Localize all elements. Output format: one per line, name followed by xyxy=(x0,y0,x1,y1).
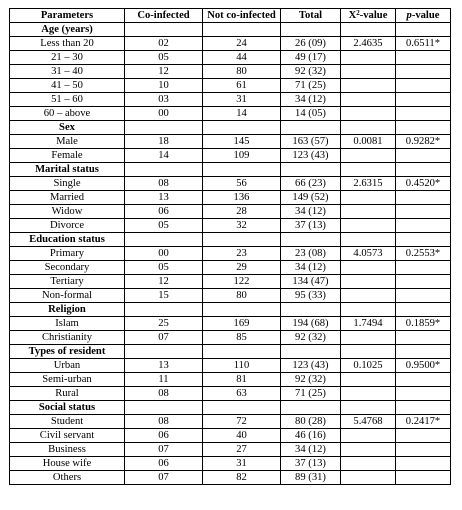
empty-cell xyxy=(125,23,203,37)
row-label: Tertiary xyxy=(10,275,125,289)
table-row xyxy=(10,429,451,443)
not-co-infected-cell: 28 xyxy=(203,205,281,219)
p-value-cell xyxy=(396,457,451,471)
table-row xyxy=(10,331,451,345)
row-label: Business xyxy=(10,443,125,457)
total-cell: 95 (33) xyxy=(281,289,341,303)
row-label: 60 – above xyxy=(10,107,125,121)
section-header-row xyxy=(10,345,451,359)
chi-square-cell xyxy=(341,51,396,65)
row-label: Male xyxy=(10,135,125,149)
chi-square-cell xyxy=(341,457,396,471)
row-label: 31 – 40 xyxy=(10,65,125,79)
empty-cell xyxy=(203,303,281,317)
row-label: Female xyxy=(10,149,125,163)
empty-cell xyxy=(341,163,396,177)
co-infected-cell: 25 xyxy=(125,317,203,331)
total-cell: 46 (16) xyxy=(281,429,341,443)
total-cell: 71 (25) xyxy=(281,387,341,401)
empty-cell xyxy=(125,345,203,359)
not-co-infected-cell: 110 xyxy=(203,359,281,373)
empty-cell xyxy=(341,345,396,359)
row-label: 51 – 60 xyxy=(10,93,125,107)
empty-cell xyxy=(281,303,341,317)
p-value-cell xyxy=(396,65,451,79)
row-label: Secondary xyxy=(10,261,125,275)
empty-cell xyxy=(125,401,203,415)
row-label: Islam xyxy=(10,317,125,331)
empty-cell xyxy=(396,401,451,415)
p-value-cell xyxy=(396,219,451,233)
row-label: Civil servant xyxy=(10,429,125,443)
co-infected-cell: 13 xyxy=(125,359,203,373)
table-row xyxy=(10,177,451,191)
row-label: Married xyxy=(10,191,125,205)
co-infected-cell: 15 xyxy=(125,289,203,303)
not-co-infected-cell: 80 xyxy=(203,289,281,303)
not-co-infected-cell: 32 xyxy=(203,219,281,233)
co-infected-cell: 06 xyxy=(125,205,203,219)
empty-cell xyxy=(281,345,341,359)
section-title: Sex xyxy=(10,121,125,135)
p-value-cell: 0.4520* xyxy=(396,177,451,191)
p-value-cell xyxy=(396,331,451,345)
p-value-cell: 0.2417* xyxy=(396,415,451,429)
p-value-cell: 0.9282* xyxy=(396,135,451,149)
header-parameters: Parameters xyxy=(10,9,125,23)
row-label: Urban xyxy=(10,359,125,373)
empty-cell xyxy=(281,121,341,135)
chi-square-cell xyxy=(341,79,396,93)
section-title: Marital status xyxy=(10,163,125,177)
chi-square-cell xyxy=(341,65,396,79)
empty-cell xyxy=(396,345,451,359)
section-header-row xyxy=(10,233,451,247)
not-co-infected-cell: 85 xyxy=(203,331,281,345)
p-value-cell xyxy=(396,429,451,443)
chi-square-cell xyxy=(341,261,396,275)
co-infected-cell: 05 xyxy=(125,261,203,275)
not-co-infected-cell: 29 xyxy=(203,261,281,275)
empty-cell xyxy=(125,121,203,135)
total-cell: 163 (57) xyxy=(281,135,341,149)
total-cell: 134 (47) xyxy=(281,275,341,289)
empty-cell xyxy=(396,163,451,177)
not-co-infected-cell: 61 xyxy=(203,79,281,93)
row-label: Semi-urban xyxy=(10,373,125,387)
row-label: 41 – 50 xyxy=(10,79,125,93)
co-infected-cell: 05 xyxy=(125,219,203,233)
total-cell: 89 (31) xyxy=(281,471,341,485)
co-infected-cell: 10 xyxy=(125,79,203,93)
total-cell: 123 (43) xyxy=(281,149,341,163)
not-co-infected-cell: 82 xyxy=(203,471,281,485)
row-label: Widow xyxy=(10,205,125,219)
not-co-infected-cell: 169 xyxy=(203,317,281,331)
co-infected-cell: 07 xyxy=(125,331,203,345)
table-row xyxy=(10,415,451,429)
chi-square-cell: 4.0573 xyxy=(341,247,396,261)
section-title: Types of resident xyxy=(10,345,125,359)
chi-square-cell: 0.0081 xyxy=(341,135,396,149)
header-total: Total xyxy=(281,9,341,23)
p-suffix: -value xyxy=(411,10,440,21)
not-co-infected-cell: 31 xyxy=(203,457,281,471)
not-co-infected-cell: 81 xyxy=(203,373,281,387)
not-co-infected-cell: 14 xyxy=(203,107,281,121)
chi-square-cell xyxy=(341,93,396,107)
total-cell: 92 (32) xyxy=(281,373,341,387)
not-co-infected-cell: 122 xyxy=(203,275,281,289)
chi-square-cell xyxy=(341,331,396,345)
section-title: Religion xyxy=(10,303,125,317)
co-infected-cell: 08 xyxy=(125,415,203,429)
co-infected-cell: 12 xyxy=(125,65,203,79)
not-co-infected-cell: 72 xyxy=(203,415,281,429)
table-row xyxy=(10,275,451,289)
empty-cell xyxy=(341,233,396,247)
co-infected-cell: 00 xyxy=(125,107,203,121)
empty-cell xyxy=(281,401,341,415)
p-value-cell xyxy=(396,149,451,163)
section-header-row xyxy=(10,23,451,37)
total-cell: 34 (12) xyxy=(281,261,341,275)
header-co-infected: Co-infected xyxy=(125,9,203,23)
row-label: Single xyxy=(10,177,125,191)
header-not-co-infected: Not co-infected xyxy=(203,9,281,23)
empty-cell xyxy=(341,121,396,135)
section-header-row xyxy=(10,303,451,317)
total-cell: 92 (32) xyxy=(281,65,341,79)
total-cell: 26 (09) xyxy=(281,37,341,51)
table-body xyxy=(10,23,451,485)
row-label: 21 – 30 xyxy=(10,51,125,65)
section-header-row xyxy=(10,121,451,135)
empty-cell xyxy=(203,23,281,37)
p-italic: p xyxy=(406,10,412,21)
p-value-cell: 0.6511* xyxy=(396,37,451,51)
chi-square-cell xyxy=(341,443,396,457)
chi-square-cell: 1.7494 xyxy=(341,317,396,331)
chi-square-cell: 2.6315 xyxy=(341,177,396,191)
table-row xyxy=(10,373,451,387)
table-row xyxy=(10,457,451,471)
total-cell: 66 (23) xyxy=(281,177,341,191)
table-row xyxy=(10,317,451,331)
p-value-cell: 0.1859* xyxy=(396,317,451,331)
p-value-cell xyxy=(396,443,451,457)
co-infected-cell: 08 xyxy=(125,177,203,191)
total-cell: 92 (32) xyxy=(281,331,341,345)
empty-cell xyxy=(281,23,341,37)
co-infected-cell: 12 xyxy=(125,275,203,289)
co-infected-cell: 06 xyxy=(125,457,203,471)
chi-square-cell xyxy=(341,149,396,163)
empty-cell xyxy=(203,401,281,415)
p-value-cell xyxy=(396,93,451,107)
p-value-cell xyxy=(396,261,451,275)
empty-cell xyxy=(203,233,281,247)
table-row xyxy=(10,79,451,93)
total-cell: 37 (13) xyxy=(281,219,341,233)
p-value-cell xyxy=(396,191,451,205)
table-row xyxy=(10,135,451,149)
co-infected-cell: 02 xyxy=(125,37,203,51)
co-infected-cell: 03 xyxy=(125,93,203,107)
not-co-infected-cell: 27 xyxy=(203,443,281,457)
chi-square-cell xyxy=(341,429,396,443)
section-header-row xyxy=(10,163,451,177)
co-infected-cell: 13 xyxy=(125,191,203,205)
chi-base: X xyxy=(348,10,357,21)
empty-cell xyxy=(281,163,341,177)
p-value-cell xyxy=(396,205,451,219)
not-co-infected-cell: 56 xyxy=(203,177,281,191)
p-value-cell xyxy=(396,373,451,387)
chi-square-cell: 5.4768 xyxy=(341,415,396,429)
chi-square-cell xyxy=(341,471,396,485)
row-label: Primary xyxy=(10,247,125,261)
not-co-infected-cell: 63 xyxy=(203,387,281,401)
empty-cell xyxy=(396,303,451,317)
row-label: Others xyxy=(10,471,125,485)
empty-cell xyxy=(203,121,281,135)
co-infected-cell: 08 xyxy=(125,387,203,401)
chi-square-cell: 2.4635 xyxy=(341,37,396,51)
row-label: House wife xyxy=(10,457,125,471)
empty-cell xyxy=(125,163,203,177)
total-cell: 149 (52) xyxy=(281,191,341,205)
table-row xyxy=(10,65,451,79)
total-cell: 71 (25) xyxy=(281,79,341,93)
p-value-cell xyxy=(396,79,451,93)
row-label: Christianity xyxy=(10,331,125,345)
co-infected-cell: 14 xyxy=(125,149,203,163)
co-infected-cell: 18 xyxy=(125,135,203,149)
table-row xyxy=(10,247,451,261)
empty-cell xyxy=(396,23,451,37)
not-co-infected-cell: 109 xyxy=(203,149,281,163)
total-cell: 23 (08) xyxy=(281,247,341,261)
p-value-cell xyxy=(396,471,451,485)
table-row xyxy=(10,443,451,457)
total-cell: 80 (28) xyxy=(281,415,341,429)
total-cell: 34 (12) xyxy=(281,93,341,107)
empty-cell xyxy=(341,401,396,415)
table-row xyxy=(10,261,451,275)
table-row xyxy=(10,93,451,107)
header-p-value xyxy=(396,9,451,23)
p-value-cell xyxy=(396,289,451,303)
table-row xyxy=(10,107,451,121)
not-co-infected-cell: 31 xyxy=(203,93,281,107)
total-cell: 14 (05) xyxy=(281,107,341,121)
co-infected-cell: 00 xyxy=(125,247,203,261)
header-row xyxy=(10,9,451,23)
table-row xyxy=(10,191,451,205)
row-label: Rural xyxy=(10,387,125,401)
not-co-infected-cell: 136 xyxy=(203,191,281,205)
p-value-cell xyxy=(396,387,451,401)
chi-square-cell xyxy=(341,219,396,233)
table-row xyxy=(10,51,451,65)
total-cell: 37 (13) xyxy=(281,457,341,471)
not-co-infected-cell: 23 xyxy=(203,247,281,261)
total-cell: 34 (12) xyxy=(281,443,341,457)
not-co-infected-cell: 44 xyxy=(203,51,281,65)
chi-sup: 2 xyxy=(356,9,360,17)
table-row xyxy=(10,149,451,163)
not-co-infected-cell: 24 xyxy=(203,37,281,51)
empty-cell xyxy=(125,233,203,247)
co-infected-cell: 07 xyxy=(125,443,203,457)
p-value-cell: 0.2553* xyxy=(396,247,451,261)
table-row xyxy=(10,37,451,51)
empty-cell xyxy=(341,23,396,37)
empty-cell xyxy=(341,303,396,317)
p-value-cell xyxy=(396,107,451,121)
not-co-infected-cell: 80 xyxy=(203,65,281,79)
table-row xyxy=(10,387,451,401)
table-row xyxy=(10,471,451,485)
co-infected-cell: 06 xyxy=(125,429,203,443)
total-cell: 34 (12) xyxy=(281,205,341,219)
chi-square-cell: 0.1025 xyxy=(341,359,396,373)
table-row xyxy=(10,359,451,373)
section-title: Age (years) xyxy=(10,23,125,37)
not-co-infected-cell: 145 xyxy=(203,135,281,149)
co-infected-cell: 07 xyxy=(125,471,203,485)
section-header-row xyxy=(10,401,451,415)
empty-cell xyxy=(396,121,451,135)
chi-square-cell xyxy=(341,289,396,303)
total-cell: 123 (43) xyxy=(281,359,341,373)
chi-square-cell xyxy=(341,191,396,205)
section-title: Education status xyxy=(10,233,125,247)
header-chi-square xyxy=(341,9,396,23)
p-value-cell xyxy=(396,51,451,65)
p-value-cell: 0.9500* xyxy=(396,359,451,373)
chi-square-cell xyxy=(341,205,396,219)
row-label: Less than 20 xyxy=(10,37,125,51)
row-label: Student xyxy=(10,415,125,429)
table-row xyxy=(10,219,451,233)
chi-square-cell xyxy=(341,275,396,289)
p-value-cell xyxy=(396,275,451,289)
chi-suffix: -value xyxy=(359,10,388,21)
row-label: Non-formal xyxy=(10,289,125,303)
co-infected-cell: 11 xyxy=(125,373,203,387)
row-label: Divorce xyxy=(10,219,125,233)
total-cell: 194 (68) xyxy=(281,317,341,331)
empty-cell xyxy=(203,163,281,177)
empty-cell xyxy=(396,233,451,247)
section-title: Social status xyxy=(10,401,125,415)
chi-square-cell xyxy=(341,107,396,121)
table-row xyxy=(10,289,451,303)
table-row xyxy=(10,205,451,219)
co-infected-cell: 05 xyxy=(125,51,203,65)
chi-square-cell xyxy=(341,387,396,401)
data-table xyxy=(9,8,451,485)
chi-square-cell xyxy=(341,373,396,387)
empty-cell xyxy=(281,233,341,247)
total-cell: 49 (17) xyxy=(281,51,341,65)
empty-cell xyxy=(203,345,281,359)
not-co-infected-cell: 40 xyxy=(203,429,281,443)
empty-cell xyxy=(125,303,203,317)
